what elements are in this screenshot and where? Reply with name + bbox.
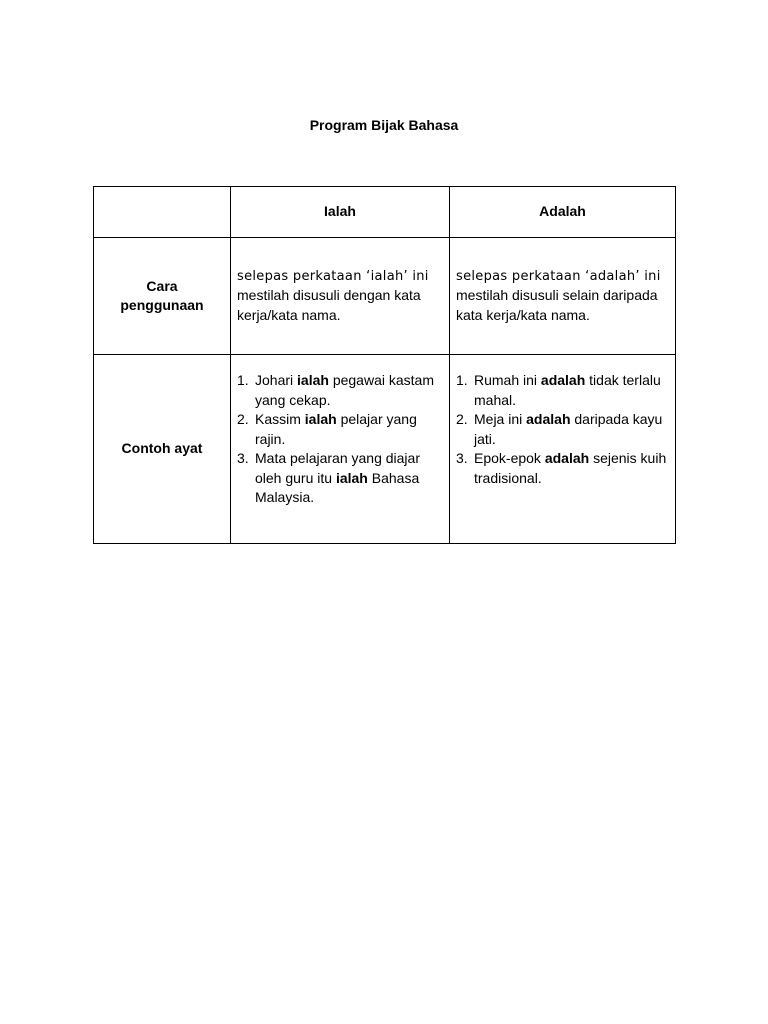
example-text: Meja ini <box>474 411 527 427</box>
usage-label-line2: penggunaan <box>120 297 204 313</box>
usage-label-line1: Cara <box>146 277 178 294</box>
example-keyword: adalah <box>544 450 590 466</box>
list-number: 3. <box>456 450 468 466</box>
example-keyword: ialah <box>304 411 337 427</box>
example-text: pegawai kastam yang cekap. <box>255 372 434 408</box>
list-number: 2. <box>456 411 468 427</box>
list-number: 3. <box>237 450 249 466</box>
usage-adalah-rest: mestilah disusuli selain daripada kata kerja/kata nama. <box>456 287 658 323</box>
examples-adalah-cell <box>450 355 676 544</box>
list-item <box>456 449 669 488</box>
usage-adalah-cell <box>450 238 676 355</box>
header-adalah: Adalah <box>450 187 676 238</box>
example-keyword: ialah <box>297 372 329 388</box>
usage-ialah-lead: selepas perkataan ‘ialah’ ini <box>237 268 429 284</box>
examples-row <box>94 355 676 544</box>
examples-ialah-list <box>237 371 443 508</box>
example-text: Rumah ini <box>474 372 541 388</box>
usage-row-label <box>94 238 231 355</box>
usage-ialah-cell <box>231 238 450 355</box>
list-number: 2. <box>237 411 249 427</box>
example-text: daripada kayu jati. <box>474 411 663 447</box>
example-text: Kassim <box>255 411 305 427</box>
usage-row <box>94 238 676 355</box>
example-text: Bahasa Malaysia. <box>255 469 420 505</box>
example-keyword: ialah <box>335 469 368 486</box>
list-item <box>456 371 669 410</box>
examples-adalah-list <box>456 371 669 488</box>
example-text: sejenis kuih tradisional. <box>474 450 667 486</box>
example-text: Mata pelajaran yang diajar oleh guru itu <box>255 450 420 486</box>
example-text: pelajar yang rajin. <box>255 411 417 447</box>
example-keyword: adalah <box>540 372 586 388</box>
header-empty-cell <box>94 187 231 238</box>
header-ialah: Ialah <box>231 187 450 238</box>
list-item <box>456 410 669 449</box>
list-item <box>237 449 443 508</box>
examples-ialah-cell <box>231 355 450 544</box>
examples-row-label: Contoh ayat <box>94 355 231 544</box>
example-text: Johari <box>255 372 298 388</box>
list-number: 1. <box>456 372 468 388</box>
document-title: Program Bijak Bahasa <box>309 117 459 133</box>
example-text: Epok-epok <box>474 450 545 466</box>
usage-ialah-rest: mestilah disusuli dengan kata kerja/kata nama. <box>237 287 421 323</box>
example-keyword: adalah <box>526 411 571 427</box>
usage-adalah-lead: selepas perkataan ‘adalah’ ini <box>456 268 661 284</box>
table-header-row <box>94 187 676 238</box>
list-item <box>237 410 443 449</box>
example-text: tidak terlalu mahal. <box>474 372 661 408</box>
list-number: 1. <box>237 372 249 388</box>
comparison-table <box>93 186 676 544</box>
list-item <box>237 371 443 410</box>
